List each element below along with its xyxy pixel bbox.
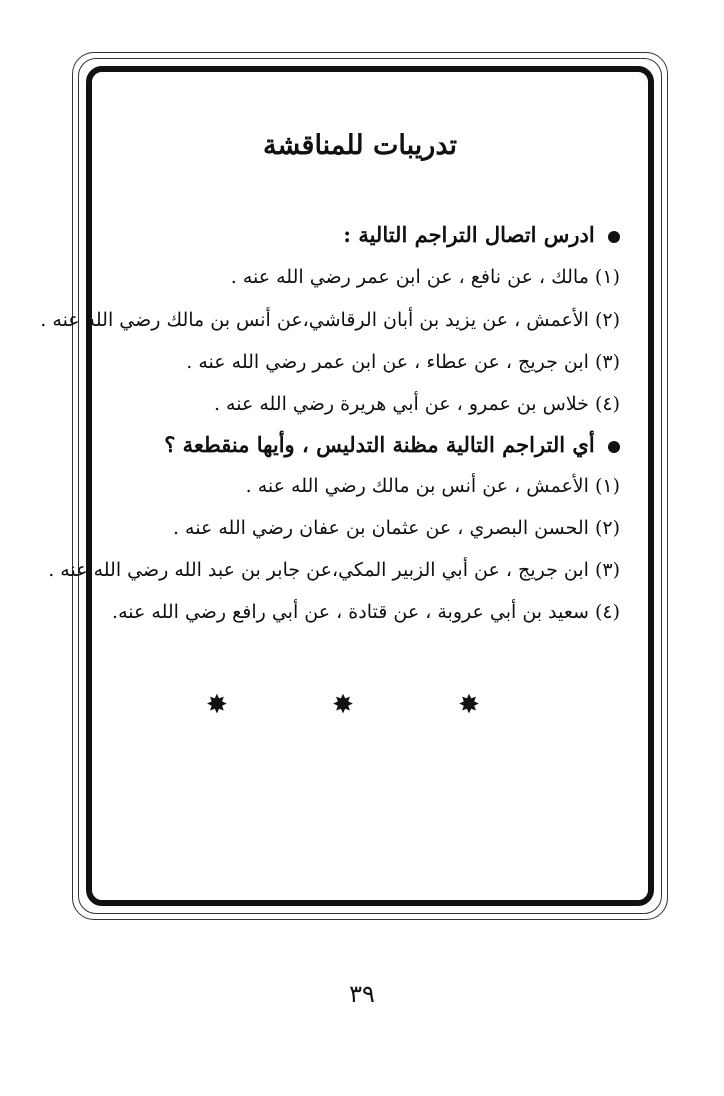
star-ornament-icon: ✸ xyxy=(458,690,514,720)
exercise-item: (٣) ابن جريج ، عن عطاء ، عن ابن عمر رضي الله عنه . xyxy=(186,351,620,373)
page-content xyxy=(40,66,620,906)
section-heading-text: أي التراجم التالية مظنة التدليس ، وأيها منقطعة ؟ xyxy=(164,432,595,457)
section-heading-text: ادرس اتصال التراجم التالية : xyxy=(343,222,595,247)
section-heading-connection xyxy=(343,222,620,247)
page-title: تدريبات للمناقشة xyxy=(262,130,458,161)
star-ornament-icon: ✸ xyxy=(206,690,262,720)
exercise-item: (٤) سعيد بن أبي عروبة ، عن قتادة ، عن أبي رافع رضي الله عنه. xyxy=(112,601,620,623)
exercise-item: (١) مالك ، عن نافع ، عن ابن عمر رضي الله عنه . xyxy=(230,266,620,288)
section-heading-tadlis xyxy=(164,432,620,457)
exercise-item: (٤) خلاس بن عمرو ، عن أبي هريرة رضي الله عنه . xyxy=(213,393,620,415)
exercise-item: (١) الأعمش ، عن أنس بن مالك رضي الله عنه . xyxy=(245,475,620,497)
exercise-item: (٢) الحسن البصري ، عن عثمان بن عفان رضي الله عنه . xyxy=(172,517,620,539)
bullet-icon xyxy=(608,231,620,243)
star-ornament-icon: ✸ xyxy=(332,690,388,720)
ornament-divider xyxy=(100,690,620,720)
exercise-item: (٢) الأعمش ، عن يزيد بن أبان الرقاشي،عن أنس بن مالك رضي الله عنه . xyxy=(40,309,620,331)
page-number: ٣٩ xyxy=(349,980,375,1008)
bullet-icon xyxy=(608,441,620,453)
exercise-item: (٣) ابن جريج ، عن أبي الزبير المكي،عن جابر بن عبد الله رضي الله عنه . xyxy=(48,559,620,581)
